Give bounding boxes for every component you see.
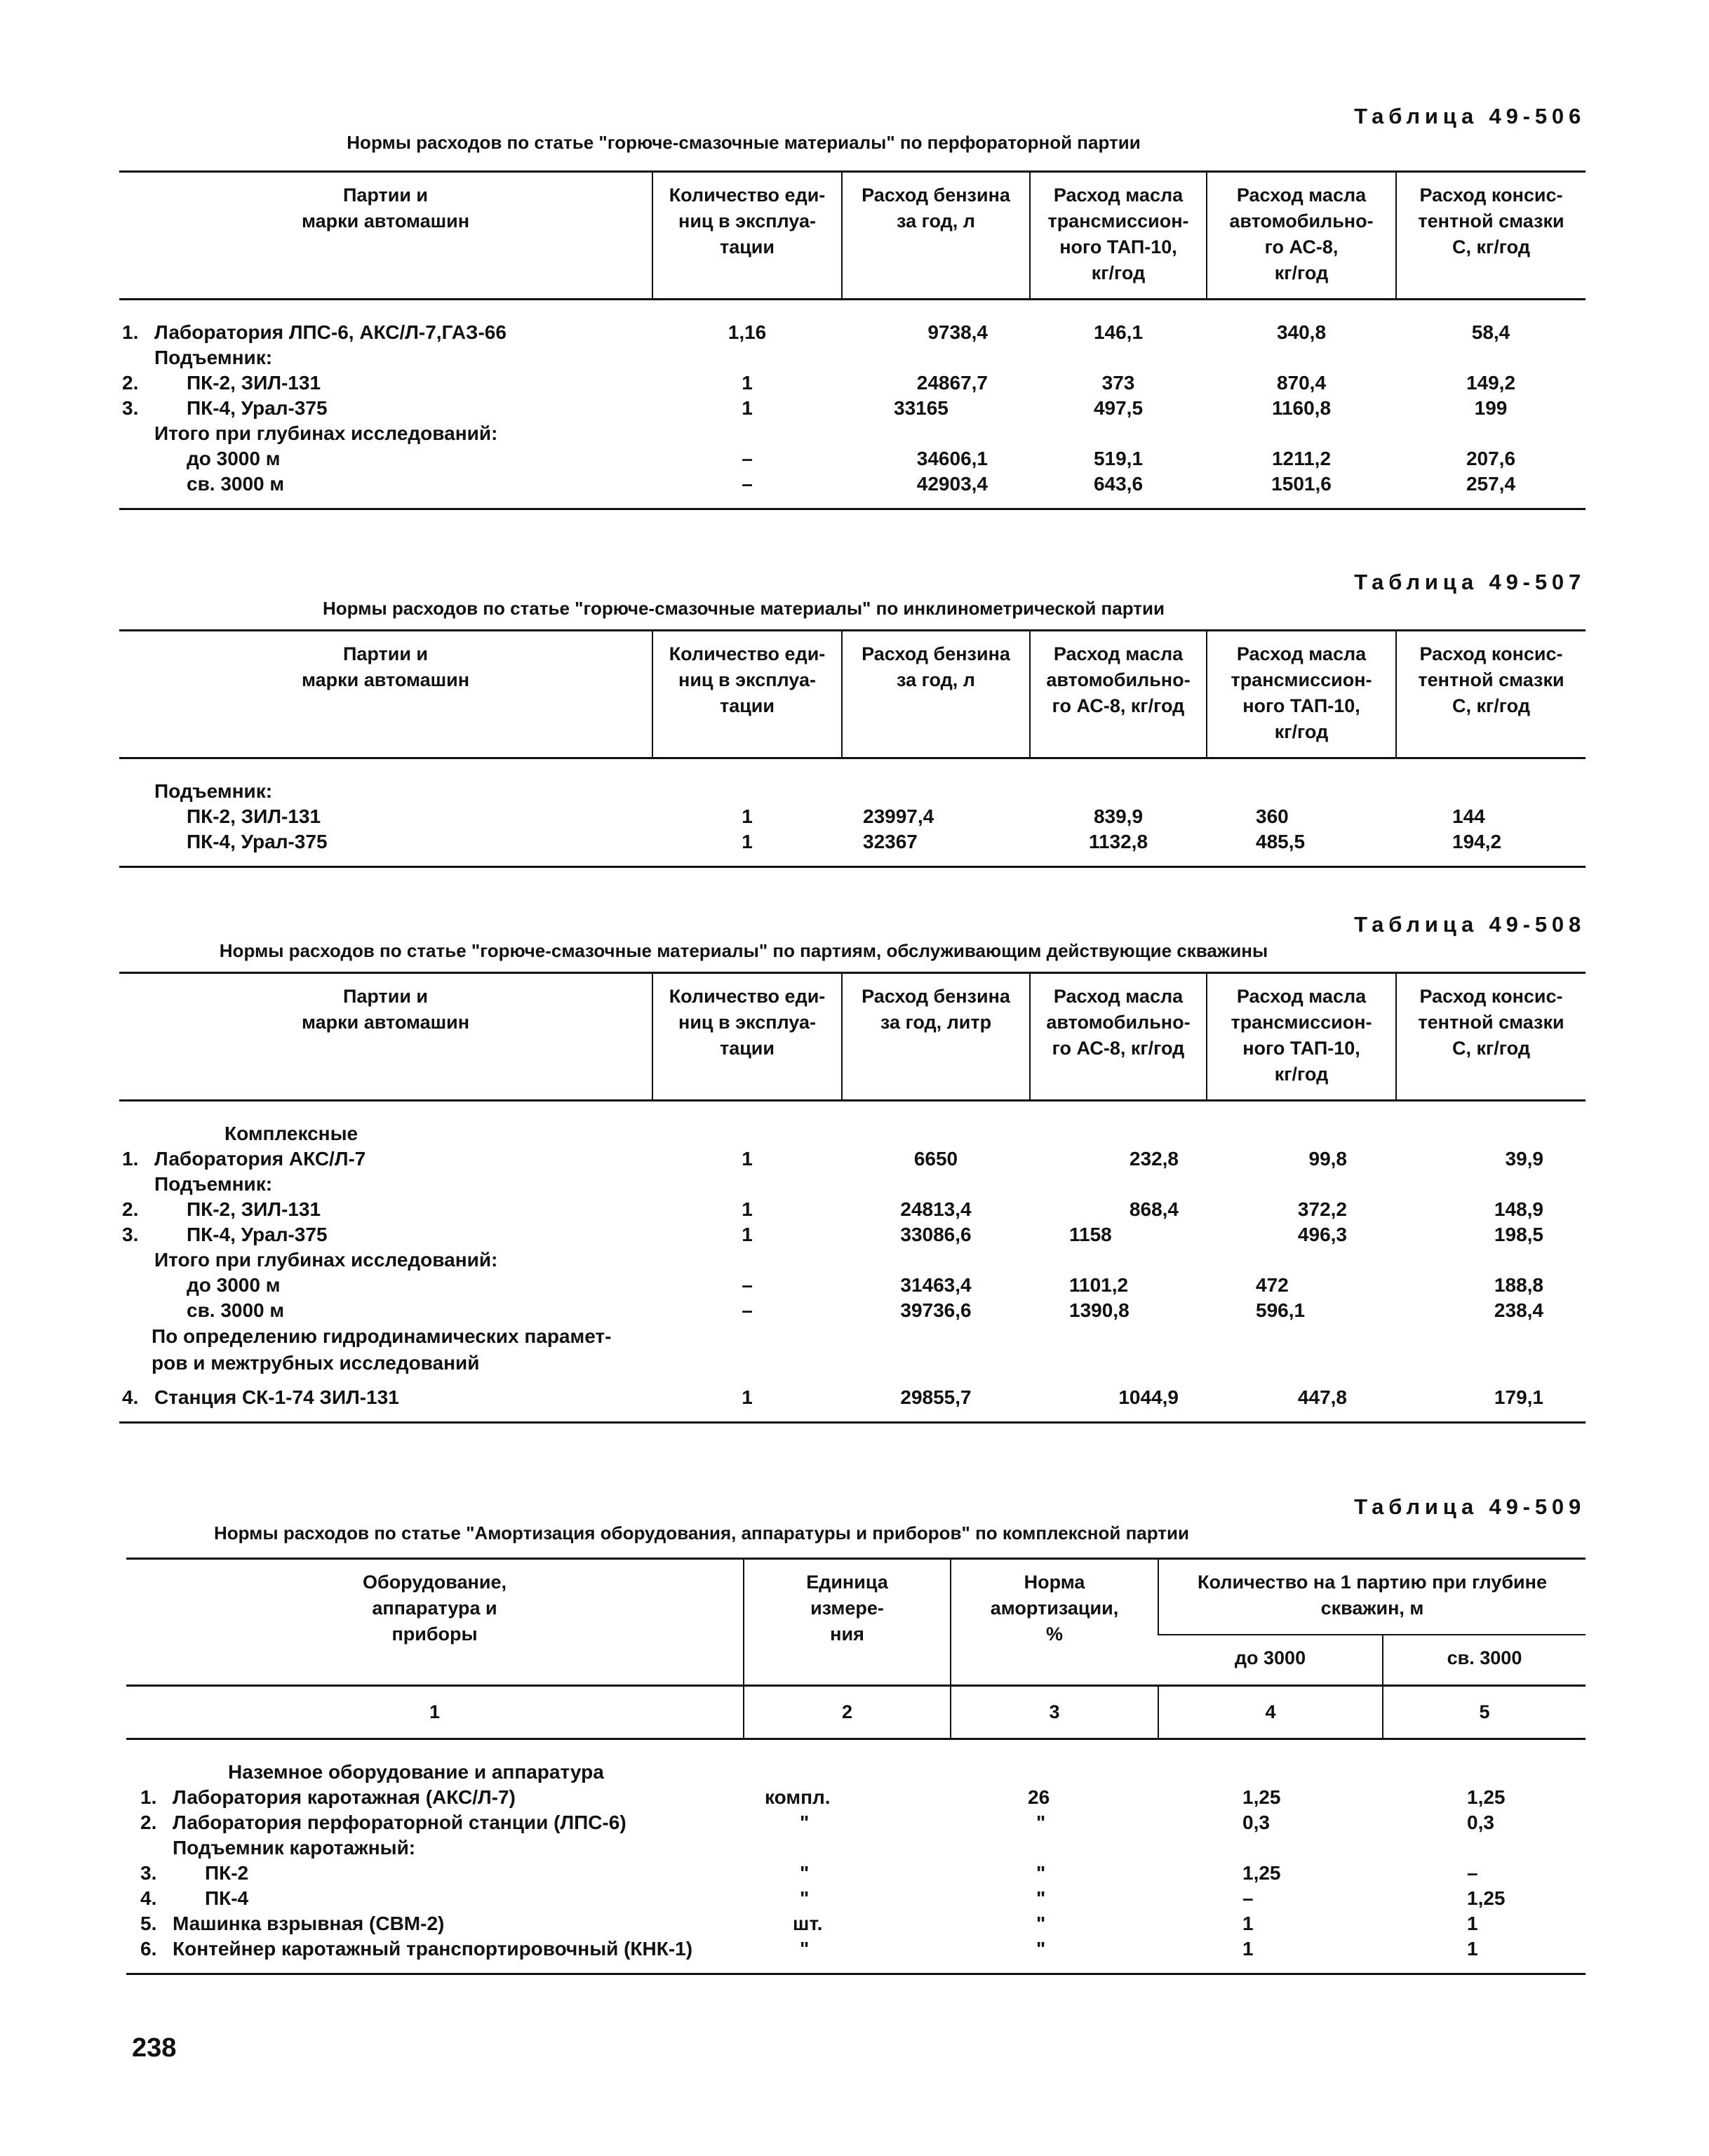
cell-value: 372,2	[1297, 1198, 1347, 1220]
cell-value: 1501,6	[1207, 471, 1396, 509]
column-header: Количество еди- ниц в эксплуа- тации	[652, 631, 842, 758]
column-header: Расход бензина за год, л	[842, 631, 1030, 758]
cell-norm: "	[1036, 1913, 1046, 1934]
row-number: 3.	[140, 1862, 157, 1884]
column-header: Расход бензина за год, литр	[842, 973, 1030, 1101]
page-number: 238	[132, 2033, 177, 2063]
cell-unit: шт.	[793, 1913, 823, 1934]
cell-petrol: 9738,4	[927, 321, 988, 343]
table-row	[126, 1785, 1586, 1810]
row-label: Машинка взрывная (СВМ-2)	[173, 1913, 445, 1934]
table-row	[119, 300, 1586, 346]
cell-value: 472	[1256, 1274, 1289, 1296]
column-header: Оборудование, аппаратура и приборы	[126, 1559, 744, 1686]
cell-value: 39,9	[1505, 1148, 1543, 1170]
cell-value: 373	[1101, 372, 1135, 394]
table-row	[119, 396, 1586, 421]
table-row	[119, 1197, 1586, 1222]
row-number: 2.	[122, 1198, 139, 1220]
cell-unit: "	[800, 1862, 810, 1884]
table-caption: Нормы расходов по статье "Амортизация оборудования, аппаратуры и приборов" по комплексной партии	[213, 1522, 1190, 1544]
cell-value: 1,25	[1467, 1887, 1506, 1909]
table-row	[119, 804, 1586, 829]
row-label: Лаборатория перфораторной станции (ЛПС-6)	[173, 1812, 626, 1833]
section-heading-row	[119, 1101, 1586, 1147]
cell-petrol: 23997,4	[863, 805, 934, 827]
column-header: Расход масла автомобильно- го АС-8, кг/год	[1030, 973, 1207, 1101]
cell-value: 257,4	[1396, 471, 1586, 509]
table-row	[119, 1247, 1586, 1273]
row-label: до 3000 м	[187, 448, 281, 469]
row-number: 2.	[122, 372, 139, 394]
column-header: Расход бензина за год, л	[842, 172, 1030, 300]
row-number: 4.	[122, 1386, 139, 1408]
cell-value: 58,4	[1471, 321, 1510, 343]
table-row	[119, 1273, 1586, 1298]
cell-value: –	[1467, 1862, 1478, 1884]
row-number: 4.	[140, 1887, 157, 1909]
row-label: Подъемник:	[154, 347, 273, 368]
section-heading: По определению гидродинамических парамет- ров и межтрубных исследований	[152, 1325, 612, 1374]
cell-value: 146,1	[1093, 321, 1144, 343]
row-label: Итого при глубинах исследований:	[154, 1249, 498, 1271]
row-label: Лаборатория ЛПС-6, АКС/Л-7,ГАЗ-66	[154, 321, 507, 343]
table-number: Таблица 49-508	[1354, 912, 1586, 937]
cell-petrol: 6650	[913, 1148, 958, 1170]
cell-qty: 1	[742, 805, 753, 827]
table-number: Таблица 49-509	[1354, 1494, 1586, 1519]
cell-value: 870,4	[1276, 372, 1327, 394]
cell-value: 99,8	[1308, 1148, 1347, 1170]
cell-value: 232,8	[1129, 1148, 1179, 1170]
column-header: Расход масла автомобильно- го АС-8, кг/год	[1030, 631, 1207, 758]
cell-petrol: 24813,4	[900, 1198, 972, 1220]
column-header: Количество на 1 партию при глубине скважин, м	[1158, 1559, 1586, 1635]
cell-petrol: 29855,7	[842, 1385, 1030, 1423]
cell-value: 149,2	[1466, 372, 1516, 394]
column-number: 3	[951, 1686, 1158, 1739]
row-label: ПК-4, Урал-375	[187, 831, 328, 852]
cell-value: 1,25	[1242, 1862, 1281, 1884]
table-row	[119, 1146, 1586, 1172]
cell-petrol: 32367	[842, 829, 1030, 867]
cell-value: 340,8	[1276, 321, 1327, 343]
cell-qty: –	[742, 1274, 753, 1296]
row-number: 1.	[122, 1148, 139, 1170]
cell-value: 1101,2	[1069, 1274, 1129, 1296]
cell-value: 447,8	[1207, 1385, 1396, 1423]
table-row	[119, 1222, 1586, 1247]
column-header: Расход консис- тентной смазки С, кг/год	[1396, 172, 1586, 300]
row-label: Контейнер каротажный транспортировочный (КНК-1)	[173, 1938, 693, 1960]
cell-unit: "	[800, 1887, 810, 1909]
cell-value: 207,6	[1466, 448, 1516, 469]
cell-value: 238,4	[1494, 1299, 1543, 1321]
row-label: ПК-2, ЗИЛ-131	[187, 805, 321, 827]
column-header: Партии и марки автомашин	[119, 172, 652, 300]
cell-value: 1132,8	[1030, 829, 1207, 867]
row-label: ПК-2, ЗИЛ-131	[187, 1198, 321, 1220]
cell-value: 1044,9	[1030, 1385, 1207, 1423]
section-heading: Комплексные	[224, 1123, 358, 1144]
column-header: Расход консис- тентной смазки С, кг/год	[1396, 973, 1586, 1101]
table-row	[119, 1172, 1586, 1197]
cell-unit: компл.	[765, 1786, 831, 1808]
column-number: 2	[744, 1686, 951, 1739]
cell-value: 1	[1158, 1936, 1383, 1974]
table-row	[119, 758, 1586, 805]
row-number: 6.	[140, 1938, 157, 1960]
section-heading-row	[119, 1323, 1586, 1385]
cell-petrol: 24867,7	[916, 372, 988, 394]
table-number: Таблица 49-506	[1354, 104, 1586, 128]
column-header: Расход масла трансмиссион- ного ТАП-10, кг/год	[1030, 172, 1207, 300]
row-number: 3.	[122, 397, 139, 419]
row-label: св. 3000 м	[187, 473, 285, 495]
cell-qty: 1	[742, 372, 753, 394]
cell-value: 496,3	[1297, 1224, 1347, 1245]
cell-value: 868,4	[1129, 1198, 1179, 1220]
row-label: Подъемник:	[154, 1173, 273, 1195]
cell-value: –	[1242, 1887, 1254, 1909]
column-header: Количество еди- ниц в эксплуа- тации	[652, 172, 842, 300]
column-header: Расход масла трансмиссион- ного ТАП-10, кг/год	[1207, 631, 1396, 758]
table-row	[126, 1886, 1586, 1911]
row-number: 1.	[122, 321, 139, 343]
cell-value: 1211,2	[1271, 448, 1332, 469]
row-label: ПК-4	[205, 1887, 249, 1909]
table-row	[119, 446, 1586, 471]
column-subheader: до 3000	[1158, 1635, 1383, 1686]
cell-value: 485,5	[1207, 829, 1396, 867]
table-row	[126, 1936, 1586, 1974]
row-label: Лаборатория АКС/Л-7	[154, 1148, 366, 1170]
cell-value: 360	[1256, 805, 1289, 827]
data-table	[119, 972, 1586, 1424]
cell-value: 144	[1452, 805, 1485, 827]
cell-value: 1,25	[1242, 1786, 1281, 1808]
row-number: 1.	[140, 1786, 157, 1808]
column-header: Расход консис- тентной смазки С, кг/год	[1396, 631, 1586, 758]
column-header: Единица измере- ния	[744, 1559, 951, 1686]
cell-value: 643,6	[1030, 471, 1207, 509]
cell-norm: "	[951, 1936, 1158, 1974]
column-header: Норма амортизации, %	[951, 1559, 1158, 1686]
cell-value: 519,1	[1093, 448, 1144, 469]
table-row	[119, 345, 1586, 370]
cell-value: 1,25	[1467, 1786, 1506, 1808]
table-row	[119, 421, 1586, 446]
cell-norm: "	[1036, 1862, 1046, 1884]
cell-value: 596,1	[1256, 1299, 1306, 1321]
table-row	[119, 471, 1586, 509]
row-number: 2.	[140, 1812, 157, 1833]
cell-value: 148,9	[1494, 1198, 1543, 1220]
cell-norm: "	[1036, 1812, 1046, 1833]
cell-value: 1	[1467, 1913, 1478, 1934]
cell-unit: "	[800, 1812, 810, 1833]
cell-petrol: 42903,4	[842, 471, 1030, 509]
table-row	[119, 1385, 1586, 1423]
cell-value: 1390,8	[1069, 1299, 1130, 1321]
row-label: Подъемник каротажный:	[173, 1837, 416, 1859]
cell-value: 0,3	[1467, 1812, 1494, 1833]
cell-value: 1158	[1069, 1224, 1112, 1245]
table-row	[119, 829, 1586, 867]
table-row	[126, 1810, 1586, 1835]
row-number: 5.	[140, 1913, 157, 1934]
column-number: 1	[126, 1686, 744, 1739]
cell-petrol: 33165	[894, 397, 949, 419]
data-table	[119, 170, 1586, 510]
table-caption: Нормы расходов по статье "горюче-смазочные материалы" по инклинометрической партии	[323, 598, 1165, 619]
row-label: ПК-4, Урал-375	[187, 397, 328, 419]
cell-petrol: 31463,4	[900, 1274, 972, 1296]
cell-qty: 1	[652, 1385, 842, 1423]
row-label: Подъемник:	[154, 780, 273, 802]
table-row	[126, 1835, 1586, 1861]
cell-value: 194,2	[1396, 829, 1586, 867]
cell-value: 1160,8	[1271, 397, 1332, 419]
row-label: св. 3000 м	[187, 1299, 285, 1321]
section-heading-row	[126, 1739, 1586, 1786]
cell-unit: "	[744, 1936, 951, 1974]
cell-qty: 1	[742, 1148, 753, 1170]
row-label: ПК-4, Урал-375	[187, 1224, 328, 1245]
column-header: Партии и марки автомашин	[119, 631, 652, 758]
row-label: до 3000 м	[187, 1274, 281, 1296]
data-table	[119, 629, 1586, 868]
cell-value: 1	[1242, 1913, 1254, 1934]
column-header: Расход масла автомобильно- го АС-8, кг/год	[1207, 172, 1396, 300]
column-header: Расход масла трансмиссион- ного ТАП-10, кг/год	[1207, 973, 1396, 1101]
cell-norm: 26	[1028, 1786, 1050, 1808]
cell-qty: –	[742, 448, 753, 469]
cell-qty: –	[652, 471, 842, 509]
cell-norm: "	[1036, 1887, 1046, 1909]
column-header: Партии и марки автомашин	[119, 973, 652, 1101]
cell-qty: 1	[742, 1224, 753, 1245]
row-label: Итого при глубинах исследований:	[154, 422, 498, 444]
cell-value: 188,8	[1494, 1274, 1543, 1296]
cell-value: 198,5	[1494, 1224, 1543, 1245]
table-row	[126, 1911, 1586, 1936]
table-row	[119, 1298, 1586, 1323]
column-number: 5	[1383, 1686, 1586, 1739]
row-label: ПК-2	[205, 1862, 249, 1884]
table-caption: Нормы расходов по статье "горюче-смазочные материалы" по перфораторной партии	[347, 132, 1141, 153]
cell-value: 0,3	[1242, 1812, 1270, 1833]
section-heading: Наземное оборудование и аппаратура	[228, 1761, 604, 1783]
cell-value: 199	[1474, 397, 1508, 419]
cell-qty: 1	[742, 397, 753, 419]
table-number: Таблица 49-507	[1354, 570, 1586, 594]
cell-qty: 1	[742, 1198, 753, 1220]
cell-qty: 1	[652, 829, 842, 867]
column-number: 4	[1158, 1686, 1383, 1739]
column-subheader: св. 3000	[1383, 1635, 1586, 1686]
cell-petrol: 34606,1	[916, 448, 988, 469]
cell-value: 1	[1383, 1936, 1586, 1974]
cell-qty: 1,16	[728, 321, 767, 343]
column-header: Количество еди- ниц в эксплуа- тации	[652, 973, 842, 1101]
row-label: ПК-2, ЗИЛ-131	[187, 372, 321, 394]
cell-value: 839,9	[1093, 805, 1144, 827]
row-number: 3.	[122, 1224, 139, 1245]
cell-value: 179,1	[1396, 1385, 1586, 1423]
row-label: Станция СК-1-74 ЗИЛ-131	[154, 1386, 399, 1408]
table-row	[126, 1861, 1586, 1886]
cell-petrol: 33086,6	[900, 1224, 972, 1245]
row-label: Лаборатория каротажная (АКС/Л-7)	[173, 1786, 516, 1808]
cell-value: 497,5	[1093, 397, 1144, 419]
data-table	[126, 1558, 1586, 1975]
table-row	[119, 370, 1586, 396]
table-caption: Нормы расходов по статье "горюче-смазочные материалы" по партиям, обслуживающим действующие скважины	[219, 940, 1268, 961]
cell-qty: –	[742, 1299, 753, 1321]
cell-petrol: 39736,6	[900, 1299, 972, 1321]
